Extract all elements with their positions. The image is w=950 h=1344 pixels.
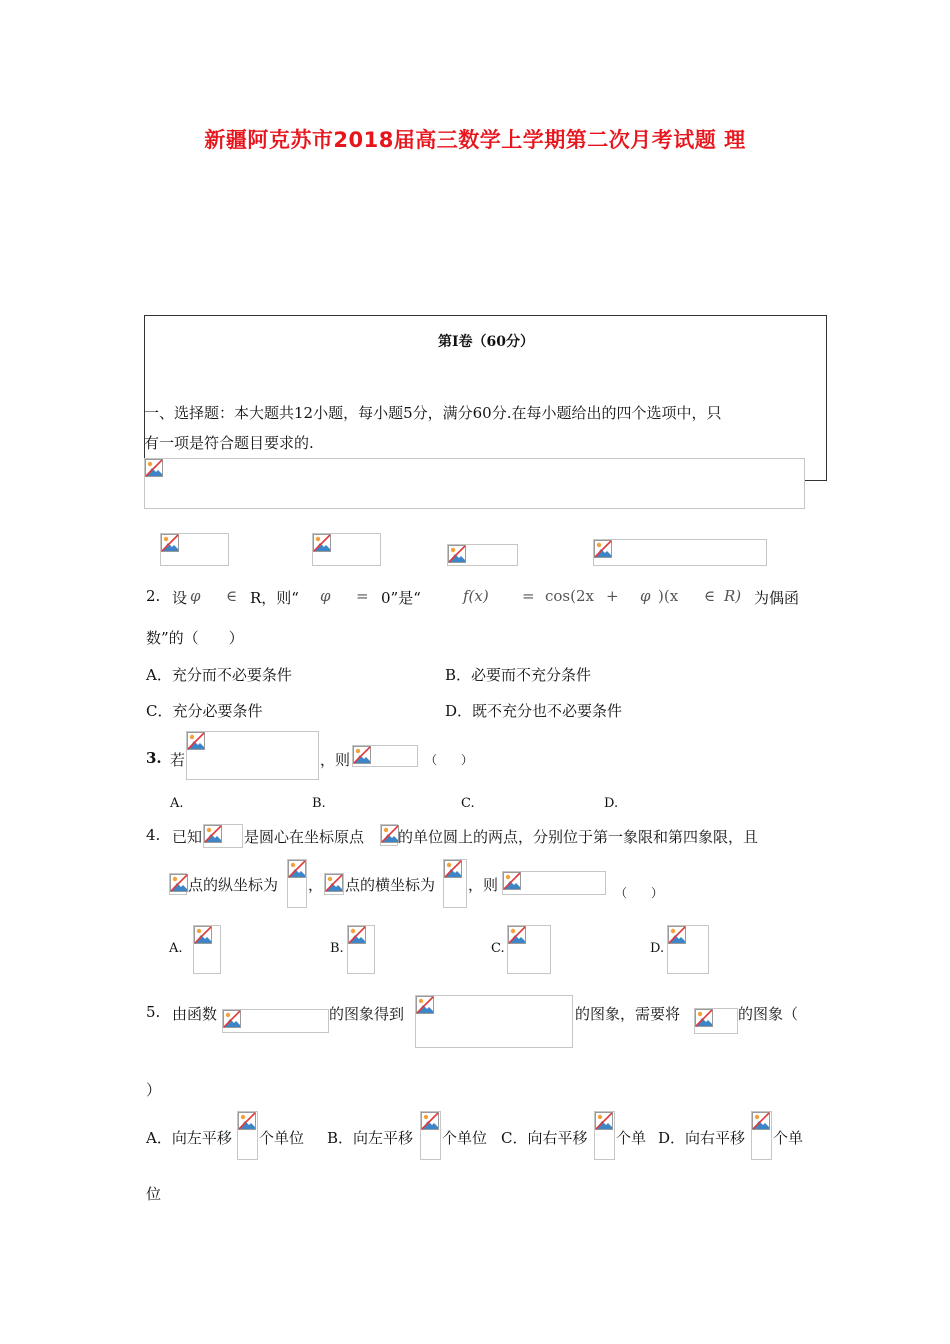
- part-title: 第Ⅰ卷（60分）: [437, 334, 535, 350]
- question-2-stem-part: R，则“: [250, 589, 299, 607]
- phi-symbol: φ: [320, 587, 331, 605]
- broken-image-icon: [170, 874, 188, 892]
- question-4-option-c: C.: [491, 941, 505, 956]
- question-1-option-b-image: [312, 533, 381, 566]
- broken-image-icon: [194, 926, 212, 944]
- broken-image-icon: [353, 746, 371, 764]
- question-3-stem-part: 若: [170, 751, 186, 769]
- broken-image-icon: [668, 926, 686, 944]
- question-4-option-d: D.: [650, 941, 665, 956]
- question-5-option-b-unit: 个单位: [442, 1129, 488, 1147]
- broken-image-icon: [204, 825, 222, 843]
- question-1-option-a-image: [160, 533, 229, 566]
- instructions-line-1: 一、选择题：本大题共12小题，每小题5分，满分60分.在每小题给出的四个选项中，只: [144, 404, 722, 422]
- question-2-stem-part: 为偶函: [754, 589, 800, 607]
- question-2-stem-part: 0”是“: [381, 589, 421, 607]
- question-2-function-name: f(x): [463, 587, 489, 605]
- question-2-option-c: C．充分必要条件: [146, 702, 263, 720]
- broken-image-icon: [444, 860, 462, 878]
- question-5-text: 的图象（: [738, 1005, 799, 1023]
- question-2-option-a: A．充分而不必要条件: [146, 666, 292, 684]
- question-5-option-c: C．向右平移: [501, 1129, 588, 1147]
- answer-parenthesis: （ ）: [615, 886, 664, 900]
- question-4-ordinate-image: [287, 859, 307, 908]
- question-5-option-trailing: 位: [146, 1185, 162, 1203]
- question-5-option-a: A．向左平移: [146, 1129, 232, 1147]
- question-4-abscissa-image: [443, 859, 467, 908]
- broken-image-icon: [223, 1010, 241, 1028]
- phi-symbol: φ: [640, 587, 651, 605]
- question-4-target-image: [502, 871, 606, 895]
- question-4-option-c-image: [507, 925, 551, 974]
- question-4-text: ，则: [468, 876, 499, 894]
- broken-image-icon: [187, 732, 205, 750]
- question-5-function-image: [694, 1008, 738, 1034]
- instructions-line-2: 有一项是符合题目要求的.: [144, 434, 314, 452]
- question-2-stem-part: 设: [172, 589, 188, 607]
- question-4-text: 已知: [172, 828, 203, 846]
- question-5-option-d-unit: 个单: [773, 1129, 804, 1147]
- question-4-text: ，: [308, 876, 324, 894]
- plus-symbol: +: [606, 587, 619, 605]
- broken-image-icon: [381, 825, 399, 843]
- question-2-option-b: B．必要而不充分条件: [445, 666, 592, 684]
- broken-image-icon: [695, 1009, 713, 1027]
- question-5-option-b: B．向左平移: [327, 1129, 414, 1147]
- question-2-stem-part: R): [724, 587, 742, 605]
- broken-image-icon: [503, 872, 521, 890]
- question-4-text: 点的纵坐标为: [188, 876, 279, 894]
- equals-symbol: =: [356, 587, 369, 605]
- question-2-stem-part: )(x: [658, 587, 679, 605]
- question-4-number: 4.: [146, 826, 161, 844]
- question-4-point-a-image: [169, 873, 187, 895]
- question-5-source-function-image: [222, 1009, 329, 1033]
- broken-image-icon: [145, 459, 163, 477]
- question-5-option-d-image: [751, 1111, 772, 1160]
- broken-image-icon: [348, 926, 366, 944]
- question-4-point-b-image: [324, 873, 344, 895]
- question-1-option-d-image: [593, 539, 767, 566]
- broken-image-icon: [313, 534, 331, 552]
- question-4-option-a-image: [193, 925, 221, 974]
- question-5-text: 的图象，需要将: [575, 1005, 681, 1023]
- broken-image-icon: [448, 545, 466, 563]
- question-4-option-b: B.: [330, 941, 344, 956]
- broken-image-icon: [421, 1112, 439, 1130]
- broken-image-icon: [238, 1112, 256, 1130]
- element-of-symbol: ∈: [704, 587, 716, 605]
- broken-image-icon: [416, 996, 434, 1014]
- question-5-number: 5.: [146, 1003, 161, 1021]
- question-1-option-c-image: [447, 544, 518, 566]
- document-title: 新疆阿克苏市2018届高三数学上学期第二次月考试题 理: [204, 128, 746, 152]
- question-5-text: ）: [146, 1081, 162, 1099]
- question-5-text: 的图象得到: [329, 1005, 405, 1023]
- question-2-stem-part: cos(2x: [545, 587, 594, 605]
- broken-image-icon: [752, 1112, 770, 1130]
- question-4-text: 点的横坐标为: [345, 876, 436, 894]
- question-5-option-c-unit: 个单: [616, 1129, 647, 1147]
- phi-symbol: φ: [190, 587, 201, 605]
- question-3-target-image: [352, 745, 418, 767]
- question-1-stem-image: [144, 458, 805, 509]
- question-3-option-a: A.: [170, 796, 184, 811]
- question-3-number: 3.: [146, 749, 162, 767]
- question-3-option-c: C.: [461, 796, 475, 811]
- question-3-option-d: D.: [604, 796, 619, 811]
- question-5-target-function-image: [415, 995, 573, 1048]
- question-5-option-a-image: [237, 1111, 258, 1160]
- question-5-text: 由函数: [172, 1005, 218, 1023]
- question-4-option-b-image: [347, 925, 375, 974]
- broken-image-icon: [594, 540, 612, 558]
- broken-image-icon: [161, 534, 179, 552]
- question-4-origin-image: [380, 824, 398, 846]
- broken-image-icon: [288, 860, 306, 878]
- question-4-option-a: A.: [169, 941, 183, 956]
- question-3-condition-image: [186, 731, 319, 780]
- broken-image-icon: [508, 926, 526, 944]
- broken-image-icon: [595, 1112, 613, 1130]
- question-5-option-d: D．向右平移: [658, 1129, 746, 1147]
- question-4-option-d-image: [667, 925, 709, 974]
- answer-parenthesis: （ ）: [425, 753, 474, 767]
- question-3-option-b: B.: [312, 796, 326, 811]
- question-2-stem-line-2: 数”的（ ）: [146, 629, 244, 647]
- element-of-symbol: ∈: [226, 587, 238, 605]
- question-5-option-b-image: [420, 1111, 441, 1160]
- question-4-text: 是圆心在坐标原点: [244, 828, 365, 846]
- question-5-option-c-image: [594, 1111, 615, 1160]
- broken-image-icon: [325, 874, 343, 892]
- question-2-number: 2.: [146, 587, 161, 605]
- question-5-option-a-unit: 个单位: [259, 1129, 305, 1147]
- question-2-option-d: D．既不充分也不必要条件: [445, 702, 623, 720]
- question-4-points-image: [203, 824, 243, 848]
- equals-symbol: =: [522, 587, 535, 605]
- question-3-stem-part: ，则: [320, 751, 351, 769]
- question-4-text: 的单位圆上的两点，分别位于第一象限和第四象限，且: [398, 828, 759, 846]
